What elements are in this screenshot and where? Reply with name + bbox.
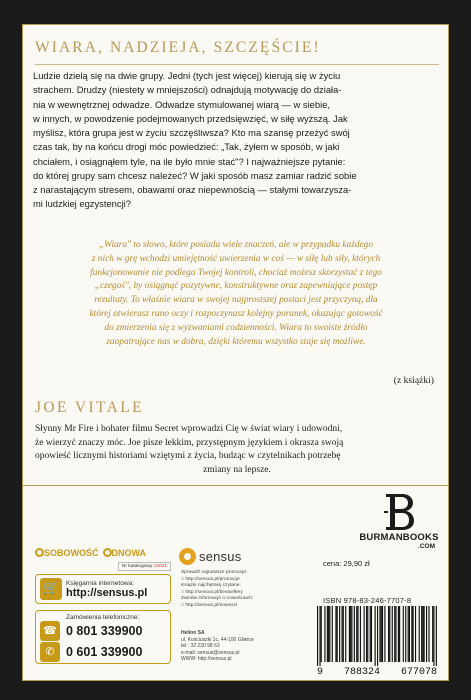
bio-line: zmiany na lepsze. <box>203 464 271 475</box>
barcode-bar <box>415 606 416 662</box>
barcode-bar <box>317 606 318 666</box>
barcode-bar <box>321 606 322 662</box>
barcode-bar <box>405 606 406 662</box>
barcode-bar <box>409 606 410 662</box>
burmanbooks-logo[interactable] <box>359 492 439 550</box>
intro-line: strachem. Drudzy (niestety w mniejszości) odnajdują motywację do działa- <box>33 84 342 96</box>
shop-url-link[interactable]: http://sensus.pl <box>66 586 148 599</box>
barcode-bar <box>389 606 390 662</box>
promo-text: Książki najchętniej czytane: <box>181 583 241 588</box>
publisher-tel: tel.: 32 230 98 63 <box>181 643 220 650</box>
barcode-digit-group: 788324 <box>343 667 380 678</box>
intro-line: w innych, w powodzenie podejmowanych przedsięwzięć, w siłę wyższą. Jak <box>33 112 348 124</box>
barcode-bar <box>419 606 420 662</box>
barcode-bar <box>398 606 399 662</box>
promo-link[interactable]: ○ http://sensus.pl/bestsellery <box>181 589 243 595</box>
circle-icon <box>35 548 44 557</box>
burman-monogram-icon <box>382 492 416 532</box>
mobile-phone-icon: ✆ <box>40 642 60 662</box>
barcode-bar <box>392 606 393 662</box>
intro-line: czas tak, by na końcu drogi móc powiedzieć: „Tak, żyłem w sposób, w jaki <box>33 141 340 153</box>
intro-paragraph <box>33 69 439 212</box>
intro-line: mi ludzkiej egzystencji? <box>33 198 131 210</box>
barcode-bar <box>366 606 367 662</box>
intro-line: nia w wewnętrznej odwadze. Odwadze stymulowanej wiarą — w siebie, <box>33 98 331 110</box>
quote-source: (z książki) <box>393 375 434 386</box>
sensus-ring-icon <box>179 548 196 565</box>
author-bio <box>35 423 439 477</box>
circle-icon <box>103 548 112 557</box>
quote-line: do zmierzenia się z wyzwaniami codzienności. Wiara to swoiste źródło <box>104 322 368 333</box>
series-osobowosc: SOBOWOŚĆ <box>35 548 99 558</box>
barcode-bar <box>364 606 365 662</box>
phone-number: 0 601 339900 <box>66 645 143 659</box>
barcode-bar <box>432 606 433 662</box>
barcode-bar <box>345 606 346 662</box>
quote-line: zaopatrujące nas w dobra, dzięki któremu wszystko staje się możliwe. <box>106 336 366 347</box>
barcode-bar <box>357 606 358 662</box>
barcode-bar <box>384 606 385 662</box>
barcode-bar <box>337 606 338 662</box>
barcode-bar <box>408 606 409 662</box>
bio-line: opowieść licznymi historiami wziętymi z życia, budząc w czytelnikach potrzebę <box>35 451 341 462</box>
barcode-bar <box>395 606 396 662</box>
phone-icon: ☎ <box>40 621 60 641</box>
barcode-bar <box>422 606 423 662</box>
barcode-bar <box>324 606 325 662</box>
barcode-bar <box>350 606 351 662</box>
burman-wordmark: BURMANBOOKS <box>359 532 439 543</box>
barcode-bar <box>332 606 333 662</box>
barcode-bar <box>354 606 355 662</box>
online-bookstore-box[interactable] <box>35 574 171 604</box>
publisher-web[interactable]: WWW: http://sensus.pl <box>181 656 232 663</box>
quote-line: z nich w grę wchodzi umiejętność uwierzenia w coś — w siłę lub siły, których <box>91 253 381 264</box>
burman-suffix: .COM <box>418 543 435 550</box>
intro-line: do której grupy sam chcesz należeć? W jaki sposób masz zamiar radzić sobie <box>33 169 357 181</box>
intro-line: Ludzie dzielą się na dwie grupy. Jedni (tych jest więcej) kierują się w życiu <box>33 70 341 81</box>
publisher-email[interactable]: e-mail: sensus@sensus.pl <box>181 649 240 656</box>
barcode-digit-group: 677078 <box>400 667 437 678</box>
intro-line: chciałem, i osiągnąłem tyle, na ile było mnie stać"? I najważniejsze pytanie: <box>33 155 346 167</box>
barcode-bar <box>319 606 320 666</box>
quote-line: której otwierasz rano oczy i rozpoczynasz kolejny poranek, okazując gotowość <box>89 308 383 319</box>
barcode-bar <box>328 606 329 662</box>
barcode-bar <box>360 606 361 662</box>
barcode-bar <box>371 606 372 662</box>
barcode-bar <box>426 606 427 662</box>
barcode-bar <box>411 606 412 662</box>
barcode-bar <box>394 606 395 662</box>
barcode-bar <box>329 606 330 662</box>
back-cover-lower-panel <box>22 486 449 681</box>
barcode-bar <box>403 606 404 662</box>
phone-row[interactable] <box>40 642 142 662</box>
bio-line: że wierzyć znaczy móc. Joe pisze lekkim, przystępnym językiem i okrasza swoją <box>35 437 344 448</box>
barcode-digit-group: 9 <box>317 667 324 678</box>
barcode-bar <box>367 606 368 662</box>
sensus-logo[interactable] <box>179 548 241 565</box>
barcode-bar <box>413 606 414 662</box>
barcode-bar <box>379 606 380 662</box>
heading-rule <box>35 64 439 65</box>
shop-label: Księgarnia internetowa: <box>66 579 134 587</box>
author-name: JOE VITALE <box>35 399 145 416</box>
publisher-address <box>181 630 277 663</box>
quote-line: „czegoś", by osiągnąć pozytywne, konstruktywne oraz zapewniające postęp <box>94 281 378 292</box>
promo-link[interactable]: ○ http://sensus.pl/promocje <box>181 576 240 582</box>
barcode-bar <box>433 606 434 666</box>
barcode-bar <box>341 606 342 662</box>
barcode-bar <box>349 606 350 662</box>
barcode-icon <box>317 606 437 666</box>
barcode-bar <box>343 606 344 662</box>
barcode-bar <box>370 606 371 662</box>
barcode-bar <box>335 606 336 662</box>
barcode-bar <box>399 606 400 662</box>
barcode-bar <box>377 606 378 666</box>
phone-number: 0 801 339900 <box>66 624 143 638</box>
series-odnowa: DNOWA <box>103 548 147 558</box>
barcode-bar <box>356 606 357 662</box>
sensus-wordmark: sensus <box>199 549 242 564</box>
phone-row[interactable] <box>40 621 142 641</box>
promo-text: Sprawdź najnowsze promocje: <box>181 570 248 575</box>
barcode-bar <box>424 606 425 662</box>
barcode-bar <box>327 606 328 662</box>
cover-heading: WIARA, NADZIEJA, SZCZĘŚCIE! <box>35 39 321 56</box>
phone-orders-label: Zamówienia telefoniczne: <box>66 614 140 621</box>
quote-line: funkcjonowanie nie podlega Twojej kontroli, chociaż możesz skorzystać z tego <box>90 267 382 278</box>
barcode-bar <box>421 606 422 662</box>
publisher-street: ul. Kościuszki 1c, 44-100 Gliwice <box>181 636 254 643</box>
barcode-bar <box>428 606 429 662</box>
series-logos <box>35 548 146 558</box>
catalog-number: Nr katalogowy 16021 <box>118 562 171 571</box>
promo-text: Zamów informacje o nowościach: <box>181 596 254 601</box>
barcode-bar <box>381 606 382 662</box>
phone-orders-box <box>35 610 171 664</box>
barcode-bar <box>436 606 437 666</box>
barcode-digits <box>317 667 437 678</box>
shopping-cart-icon: 🛒 <box>40 578 62 600</box>
barcode-bar <box>351 606 352 662</box>
barcode-bar <box>375 606 376 666</box>
intro-line: z narastającym stresem, obawami oraz niepewnością — stałymi towarzysza- <box>33 184 352 195</box>
price-label: cena: 29,90 zł <box>323 559 370 568</box>
barcode-bar <box>339 606 340 662</box>
promo-link[interactable]: ○ http://sensus.pl/nowosci <box>181 602 238 608</box>
quote-line: rezultaty. To właśnie wiara w swojej najprostszej postaci jest przyczyną, dla <box>94 295 378 306</box>
book-quote <box>29 239 443 349</box>
quote-line: „Wiara" to słowo, które posiada wiele znaczeń, ale w przypadku każdego <box>98 240 373 250</box>
promo-links <box>181 570 281 609</box>
intro-line: myślisz, która grupa jest w życiu szczęśliwsza? Kto ma szansę przeżyć swój <box>33 127 350 138</box>
bio-line: Słynny Mr Fire i bohater filmu Secret wprowadzi Cię w świat wiary i udowodni, <box>35 424 343 434</box>
isbn-label: ISBN 978-83-246-7707-8 <box>323 596 412 605</box>
publisher-name: Helion SA <box>181 630 205 636</box>
barcode-bar <box>388 606 389 662</box>
barcode-bar <box>382 606 383 662</box>
back-cover-upper-panel <box>22 24 449 486</box>
